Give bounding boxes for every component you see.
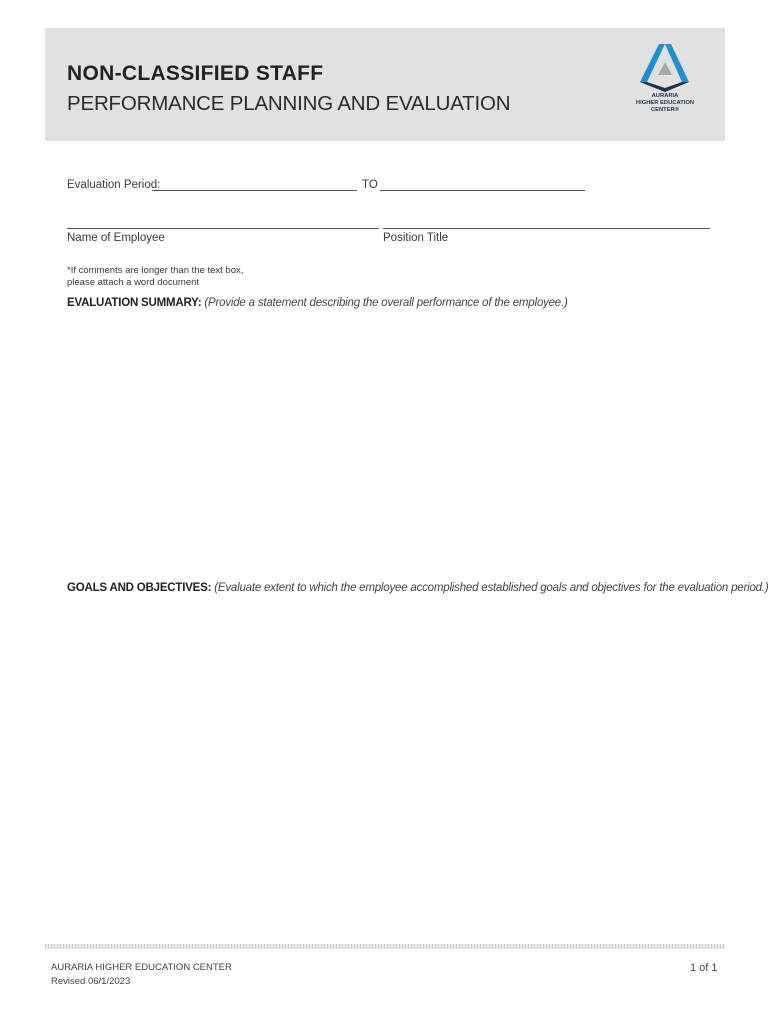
to-label: TO xyxy=(362,179,378,191)
evaluation-period-label: Evaluation Period: xyxy=(67,179,161,191)
footer-org-name: AURARIA HIGHER EDUCATION CENTER xyxy=(51,962,232,973)
evaluation-summary-title: EVALUATION SUMMARY: xyxy=(67,297,202,309)
position-title-field[interactable] xyxy=(383,228,710,229)
page-number: 1 of 1 xyxy=(690,962,718,974)
evaluation-summary-text-area[interactable] xyxy=(67,318,722,568)
logo-text xyxy=(611,93,719,114)
evaluation-summary-heading xyxy=(67,297,568,309)
auraria-logo xyxy=(611,42,719,134)
logo-line-1: AURARIA xyxy=(651,93,679,99)
footer-info xyxy=(51,961,232,989)
note-line-2: please attach a word document xyxy=(67,277,200,288)
evaluation-period-start-field[interactable] xyxy=(152,190,357,191)
form-subtitle: PERFORMANCE PLANNING AND EVALUATION xyxy=(67,92,511,115)
attachment-note xyxy=(67,265,243,289)
footer-revised-date: Revised 06/1/2023 xyxy=(51,976,131,987)
evaluation-period-end-field[interactable] xyxy=(380,190,585,191)
goals-objectives-text-area[interactable] xyxy=(67,603,722,933)
logo-mark-icon xyxy=(637,42,693,92)
employee-name-field[interactable] xyxy=(67,228,379,229)
goals-objectives-instructions: (Evaluate extent to which the employee accomplished established goals and objectives for the evaluation period.) xyxy=(214,582,769,594)
goals-objectives-title: GOALS AND OBJECTIVES: xyxy=(67,582,212,594)
employee-name-label: Name of Employee xyxy=(67,232,165,244)
header-banner xyxy=(45,28,725,141)
evaluation-summary-instructions: (Provide a statement describing the overall performance of the employee.) xyxy=(204,297,568,309)
logo-line-2: HIGHER EDUCATION xyxy=(635,100,695,106)
logo-line-3: CENTER® xyxy=(650,107,680,113)
form-title: NON-CLASSIFIED STAFF xyxy=(67,62,324,85)
footer-divider xyxy=(45,944,725,949)
goals-objectives-heading xyxy=(67,582,769,594)
position-title-label: Position Title xyxy=(383,232,449,244)
note-line-1: *If comments are longer than the text box, xyxy=(67,265,244,276)
